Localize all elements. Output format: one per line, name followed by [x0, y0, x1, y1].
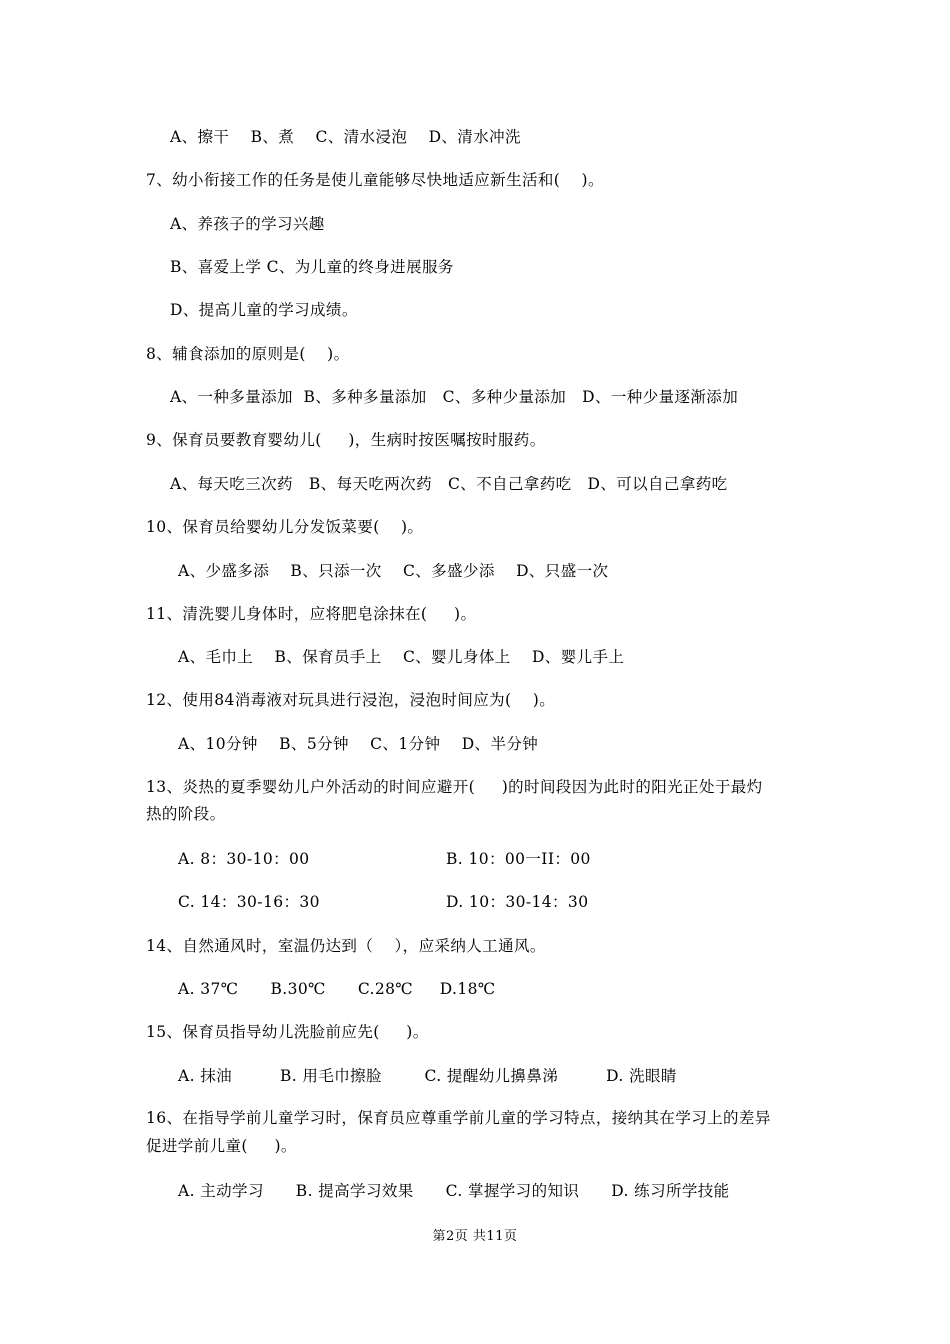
q10-options: A、少盛多添 B、只添一次 C、多盛少添 D、只盛一次 — [178, 562, 609, 580]
q16-options: A. 主动学习 B. 提高学习效果 C. 掌握学习的知识 D. 练习所学技能 — [178, 1182, 730, 1200]
q10-question: 10、保育员给婴幼儿分发饭菜要( )。 — [146, 518, 424, 536]
q12-options: A、10分钟 B、5分钟 C、1分钟 D、半分钟 — [178, 735, 539, 753]
q13-option-d: D. 10：30-14：30 — [446, 893, 589, 911]
q13-option-a: A. 8：30-10：00 — [178, 850, 310, 868]
q12-question: 12、使用84消毒液对玩具进行浸泡，浸泡时间应为( )。 — [146, 691, 556, 709]
q7-option-d: D、提高儿童的学习成绩。 — [170, 301, 358, 319]
q13-question-cont: 热的阶段。 — [146, 805, 226, 823]
q8-options: A、一种多量添加 B、多种多量添加 C、多种少量添加 D、一种少量逐渐添加 — [170, 388, 739, 406]
q13-option-b: B. 10：00一II：00 — [446, 850, 591, 868]
q13-question: 13、炎热的夏季婴幼儿户外活动的时间应避开( )的时间段因为此时的阳光正处于最灼 — [146, 778, 763, 796]
q16-question-cont: 促进学前儿童( )。 — [146, 1137, 297, 1155]
q11-question: 11、清洗婴儿身体时，应将肥皂涂抹在( )。 — [146, 605, 477, 623]
q7-option-b-c: B、喜爱上学 C、为儿童的终身进展服务 — [170, 258, 454, 276]
q16-question: 16、在指导学前儿童学习时，保育员应尊重学前儿童的学习特点，接纳其在学习上的差异 — [146, 1109, 771, 1127]
q8-question: 8、辅食添加的原则是( )。 — [146, 345, 350, 363]
q13-option-c: C. 14：30-16：30 — [178, 893, 320, 911]
q9-options: A、每天吃三次药 B、每天吃两次药 C、不自己拿药吃 D、可以自己拿药吃 — [170, 475, 728, 493]
q6-options: A、擦干 B、煮 C、清水浸泡 D、清水冲洗 — [170, 128, 521, 146]
q14-question: 14、自然通风时，室温仍达到（ ），应采纳人工通风。 — [146, 937, 546, 955]
q15-options: A. 抹油 B. 用毛巾擦脸 C. 提醒幼儿擤鼻涕 D. 洗眼睛 — [178, 1067, 677, 1085]
q15-question: 15、保育员指导幼儿洗脸前应先( )。 — [146, 1023, 429, 1041]
q14-options: A. 37℃ B.30℃ C.28℃ D.18℃ — [178, 980, 496, 998]
page-footer: 第2页 共11页 — [432, 1229, 518, 1244]
q7-option-a: A、养孩子的学习兴趣 — [170, 215, 325, 233]
q7-question: 7、幼小衔接工作的任务是使儿童能够尽快地适应新生活和( )。 — [146, 171, 604, 189]
q9-question: 9、保育员要教育婴幼儿( )，生病时按医嘱按时服药。 — [146, 431, 546, 449]
q11-options: A、毛巾上 B、保育员手上 C、婴儿身体上 D、婴儿手上 — [178, 648, 625, 666]
